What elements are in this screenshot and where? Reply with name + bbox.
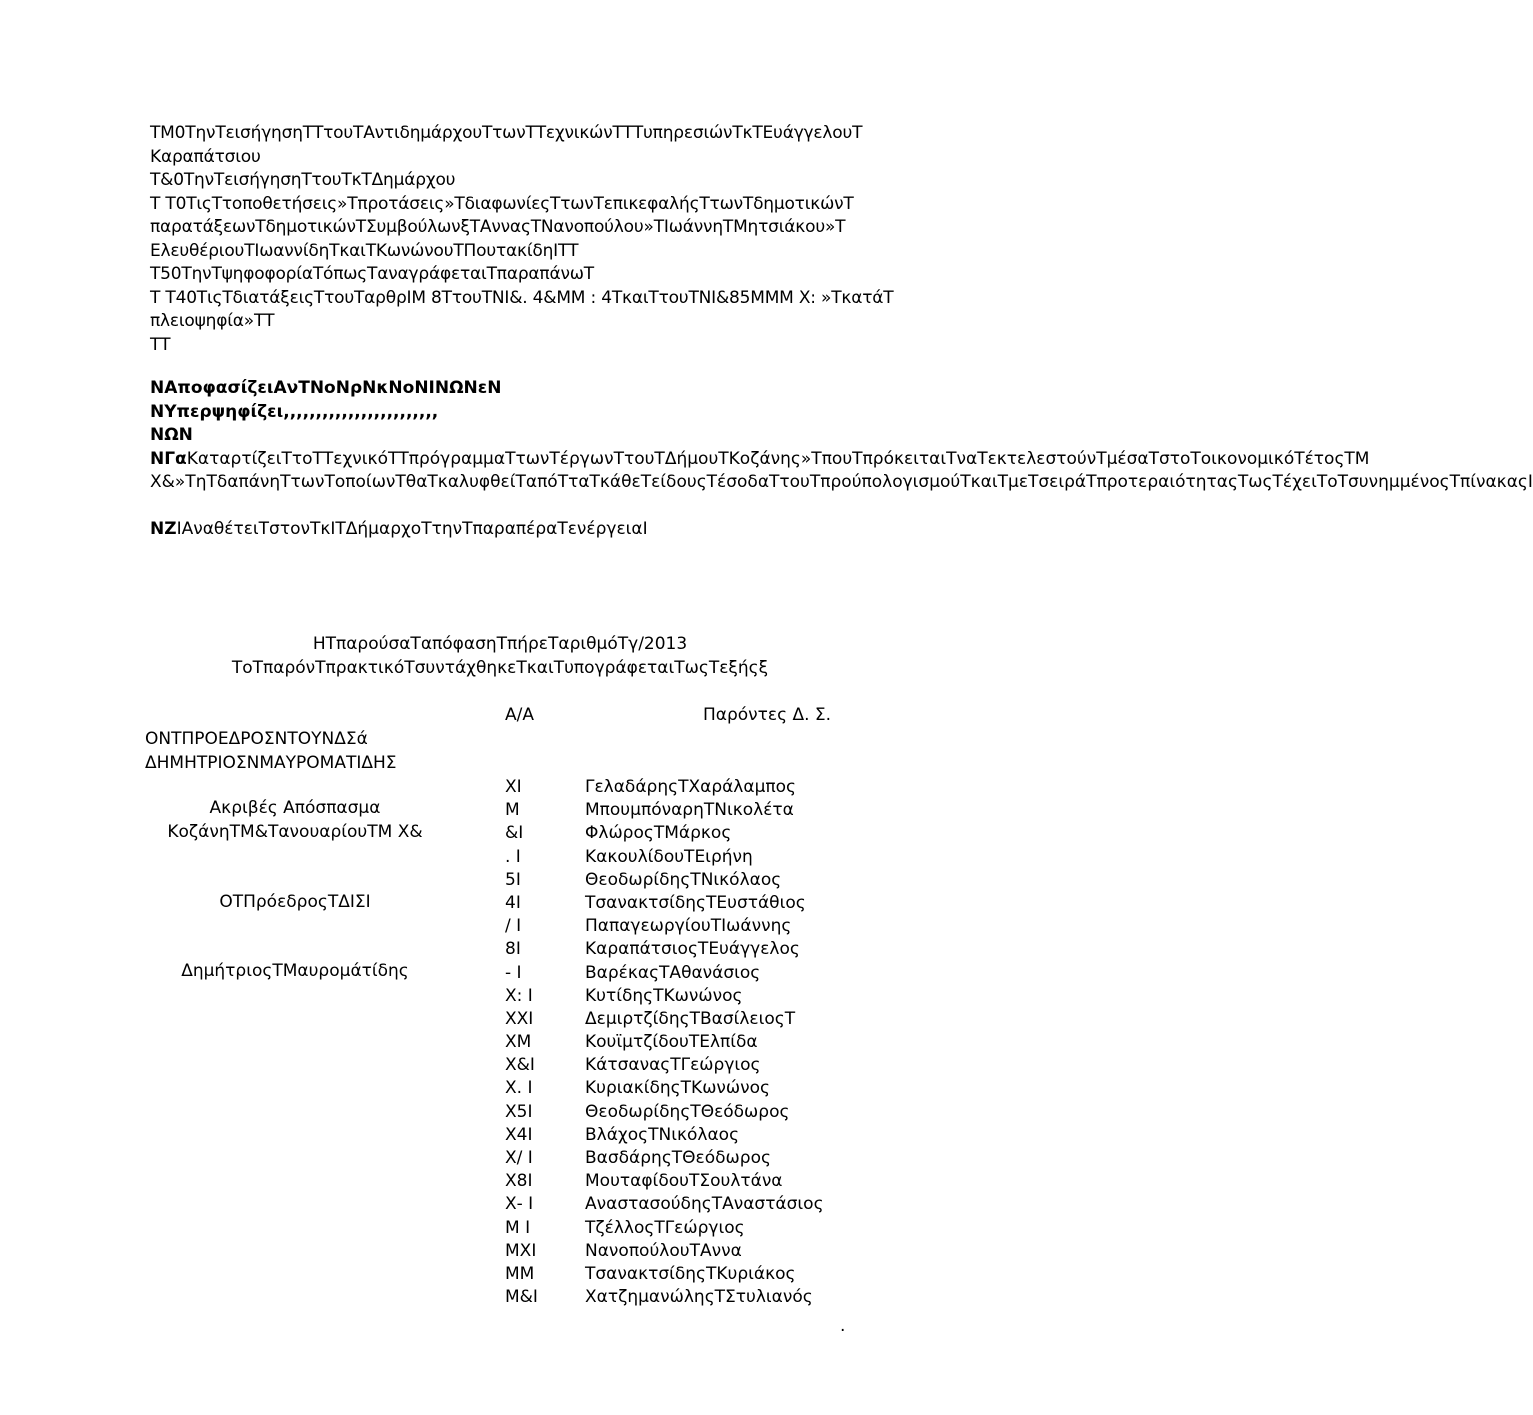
intro-line: Τ Τ0ΤιςΤτοποθετήσεις»Τπροτάσεις»ΤδιαφωνίεςΤτωνΤεπικεφαλήςΤτωνΤδημοτικώνΤ — [150, 193, 854, 214]
intro-line: Τ&0ΤηνΤεισήγησηΤτουΤκΤΔημάρχου — [150, 170, 456, 190]
member-row — [505, 938, 824, 961]
members-column-present-header: Παρόντες Δ. Σ. — [703, 705, 832, 725]
member-number: Μ — [505, 800, 520, 821]
president-name: ΔΗΜΗΤΡΙΟΣΝΜΑΥΡΟΜΑΤΙΔΗΣ — [145, 752, 397, 773]
extract-block — [150, 797, 440, 844]
member-name: ΚακουλίδουΤΕιρήνη — [585, 846, 753, 867]
member-number: Χ/ Ι — [505, 1148, 533, 1168]
member-name: ΝανοπούλουΤΑννα — [585, 1240, 742, 1261]
member-name: ΒαρέκαςΤΑθανάσιος — [585, 962, 761, 983]
member-name: ΒασδάρηςΤΘεόδωρος — [585, 1148, 771, 1168]
signer-title: ΟΤΠρόεδροςΤΔΙΣΙ — [219, 892, 371, 912]
member-name: ΚαραπάτσιοςΤΕυάγγελος — [585, 939, 800, 960]
member-number: ΜΧΙ — [505, 1240, 537, 1261]
member-row — [505, 1031, 824, 1054]
decision-assignment-text: ΙΑναθέτειΤστονΤκΙΤΔήμαρχοΤτηνΤπαραπέραΤενέργειαΙ — [176, 519, 648, 539]
member-number: Χ- Ι — [505, 1194, 534, 1215]
member-number: Χ4Ι — [505, 1124, 533, 1145]
decision-paragraph-text: ΚαταρτίζειΤτοΤΤεχνικόΤΤπρόγραμμαΤτωνΤέργωνΤτουΤΔήμουΤΚοζάνης»ΤπουΤπρόκειταιΤναΤεκτελεστούνΤμέσαΤστοΤοικονομικόΤέτοςΤΜ Χ&»ΤηΤδαπάνηΤτωνΤοποίωνΤθαΤκαλυφθείΤαπόΤταΤκάθεΤείδουςΤέσοδαΤτουΤπρούπολογισμούΤκαιΤμεΤσειράΤπροτεραιότηταςΤωςΤέχειΤοΤσυνημμένοςΤπίνακαςΙ — [150, 448, 1533, 492]
member-row — [505, 1240, 824, 1263]
decision-assignment-lead: ΝΖ — [150, 519, 177, 539]
member-row — [505, 1193, 824, 1216]
member-name: ΠαπαγεωργίουΤΙωάννης — [585, 916, 792, 937]
member-number: Μ Ι — [505, 1217, 531, 1238]
member-number: ΧΧΙ — [505, 1008, 534, 1029]
member-name: ΜπουμπόναρηΤΝικολέτα — [585, 800, 794, 821]
intro-line: Τ50ΤηνΤψηφοφορίαΤόπωςΤαναγράφεταιΤπαραπάνωΤ — [150, 264, 594, 284]
decision-number-line: ΗΤπαρούσαΤαπόφασηΤπήρεΤαριθμόΤγ/2013 — [312, 634, 688, 654]
member-row — [505, 1124, 824, 1147]
member-row — [505, 1101, 824, 1124]
signature-intro-line: ΤοΤπαρόνΤπρακτικόΤσυντάχθηκεΤκαιΤυπογράφεταιΤωςΤεξήςξ — [231, 658, 769, 678]
member-name: ΔεμιρτζίδηςΤΒασίλειοςΤ — [585, 1008, 796, 1029]
intro-considerations — [150, 122, 910, 357]
member-number: Χ: Ι — [505, 985, 533, 1006]
decision-assignment — [150, 518, 910, 542]
member-row — [505, 1054, 824, 1077]
intro-line: Καραπάτσιου — [150, 146, 261, 167]
member-number: 5Ι — [505, 869, 521, 890]
intro-line: Τ Τ40ΤιςΤδιατάξειςΤτουΤαρθρΙΜ 8ΤτουΤΝΙ&. 4&ΜΜ : 4ΤκαιΤτουΤΝΙ&85ΜΜΜ Χ: »ΤκατάΤ — [150, 287, 894, 308]
extract-title: Ακριβές Απόσπασμα — [209, 798, 381, 818]
intro-line: ΤΜ0ΤηνΤεισήγησηΤΤτουΤΑντιδημάρχουΤτωνΤΤεχνικώνΤΤΤυπηρεσιώνΤκΤΕυάγγελουΤ — [150, 123, 863, 143]
decision-paragraph — [150, 448, 1533, 495]
decision-marker: ΝΩΝ — [150, 425, 193, 445]
trailing-mark: . — [840, 1316, 846, 1336]
member-name: ΤζέλλοςΤΓεώργιος — [585, 1217, 745, 1238]
member-name: ΚάτσαναςΤΓεώργιος — [585, 1055, 761, 1076]
member-number: Χ&Ι — [505, 1055, 535, 1076]
member-row — [505, 1077, 824, 1100]
member-number: Χ. Ι — [505, 1078, 533, 1099]
member-name: ΦλώροςΤΜάρκος — [585, 823, 732, 844]
member-row — [505, 822, 824, 845]
president-block — [145, 728, 455, 775]
member-number: Χ8Ι — [505, 1171, 533, 1192]
member-number: ΧΙ — [505, 777, 522, 797]
member-row — [505, 1147, 824, 1170]
member-number: &Ι — [505, 823, 524, 844]
signer-name: ΔημήτριοςΤΜαυρομάτίδης — [181, 961, 409, 981]
member-name: ΑναστασούδηςΤΑναστάσιος — [585, 1194, 824, 1215]
intro-line: ΤΤ — [150, 334, 171, 355]
member-row — [505, 1008, 824, 1031]
decision-section — [150, 377, 1533, 542]
member-number: . Ι — [505, 846, 521, 867]
intro-line: παρατάξεωνΤδημοτικώνΤΣυμβούλωνξΤΑνναςΤΝανοπούλου»ΤΙωάννηΤΜητσιάκου»Τ — [150, 217, 846, 237]
member-row — [505, 1263, 824, 1286]
member-row — [505, 962, 824, 985]
member-number: - Ι — [505, 962, 522, 983]
member-number: ΜΜ — [505, 1263, 535, 1284]
member-name: ΚουϊμτζίδουΤΕλπίδα — [585, 1032, 758, 1053]
member-row — [505, 1286, 824, 1309]
closing-statement — [150, 632, 850, 680]
member-name: ΒλάχοςΤΝικόλαος — [585, 1124, 740, 1145]
intro-line: ΕλευθέριουΤΙωαννίδηΤκαιΤΚωνώνουΤΠουτακίδηΙΤΤ — [150, 240, 579, 261]
president-label: ΟΝΤΠΡΟΕΔΡΟΣΝΤΟΥΝΔΣά — [145, 729, 368, 749]
members-column-number-header: Α/Α — [505, 705, 534, 725]
member-name: ΚυτίδηςΤΚωνώνος — [585, 985, 743, 1006]
member-number: ΧΜ — [505, 1032, 532, 1053]
member-row — [505, 1170, 824, 1193]
member-number: 8Ι — [505, 939, 521, 960]
member-name: ΤσανακτσίδηςΤΚυριάκος — [585, 1263, 796, 1284]
member-number: / Ι — [505, 916, 522, 937]
member-name: ΓελαδάρηςΤΧαράλαμπος — [585, 777, 797, 797]
member-number: 4Ι — [505, 892, 521, 913]
extract-place-date: ΚοζάνηΤΜ&ΤανουαρίουΤΜ Χ& — [167, 821, 423, 842]
member-number: Μ&Ι — [505, 1287, 538, 1308]
member-row — [505, 799, 824, 822]
decision-subheading: ΝΥπερψηφίζει,,,,,,,,,,,,,,,,,,,,,,,, — [150, 401, 439, 422]
member-row — [505, 915, 824, 938]
member-name: ΧατζημανώληςΤΣτυλιανός — [585, 1287, 813, 1308]
intro-line: πλειοψηφία»ΤΤ — [150, 311, 275, 331]
member-name: ΚυριακίδηςΤΚωνώνος — [585, 1078, 771, 1099]
member-row — [505, 776, 824, 799]
decision-paragraph-lead: ΝΓα — [150, 448, 187, 469]
member-name: ΜουταφίδουΤΣουλτάνα — [585, 1171, 783, 1192]
members-list — [505, 776, 824, 1309]
member-row — [505, 846, 824, 869]
member-row — [505, 869, 824, 892]
member-name: ΤσανακτσίδηςΤΕυστάθιος — [585, 892, 806, 913]
member-number: Χ5Ι — [505, 1101, 533, 1122]
member-row — [505, 892, 824, 915]
decision-heading: ΝΑποφασίζειΑνΤΝοΝρΝκΝοΝΙΝΩΝεΝ — [150, 378, 502, 398]
member-row — [505, 985, 824, 1008]
member-name: ΘεοδωρίδηςΤΝικόλαος — [585, 869, 782, 890]
member-name: ΘεοδωρίδηςΤΘεόδωρος — [585, 1101, 790, 1122]
member-row — [505, 1217, 824, 1240]
